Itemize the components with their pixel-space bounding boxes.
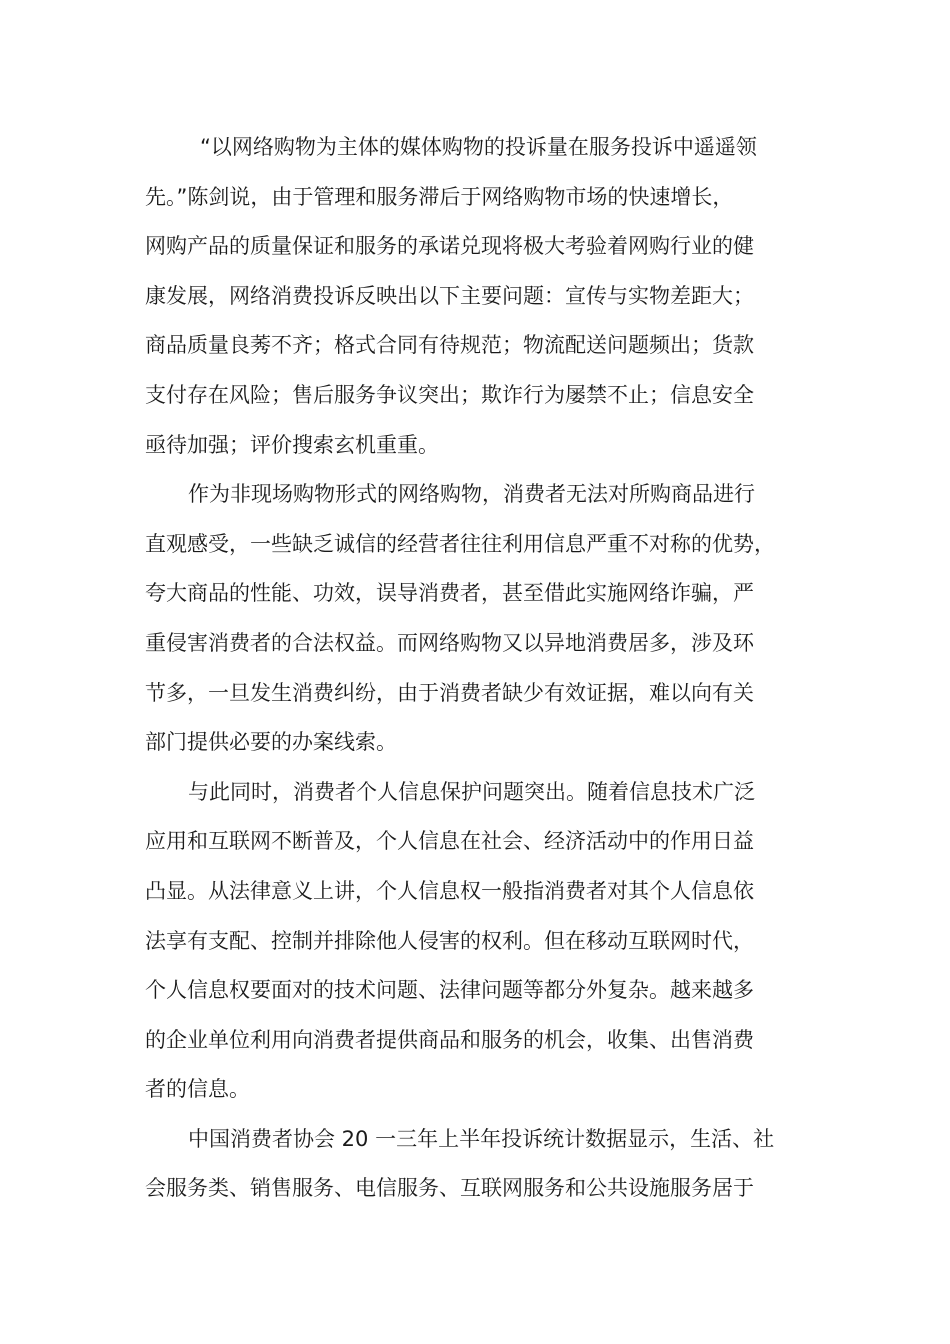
document-body	[145, 123, 810, 1214]
paragraph-1-line-1: “以网络购物为主体的媒体购物的投诉量在服务投诉中遥遥领	[200, 135, 757, 159]
paragraph-3-line-3: 凸显。从法律意义上讲，个人信息权一般指消费者对其个人信息依	[145, 878, 754, 903]
paragraph-3-line-5: 个人信息权要面对的技术问题、法律问题等都分外复杂。越来越多	[145, 978, 754, 1003]
paragraph-2-line-5: 节多，一旦发生消费纠纷，由于消费者缺少有效证据，难以向有关	[145, 680, 754, 705]
paragraph-1-line-3: 网购产品的质量保证和服务的承诺兑现将极大考验着网购行业的健	[145, 234, 754, 259]
paragraph-1-line-4: 康发展，网络消费投诉反映出以下主要问题：宣传与实物差距大；	[145, 283, 754, 308]
paragraph-2-line-4: 重侵害消费者的合法权益。而网络购物又以异地消费居多，涉及环	[145, 630, 754, 655]
paragraph-3-line-2: 应用和互联网不断普及，个人信息在社会、经济活动中的作用日益	[145, 829, 754, 854]
paragraph-2-line-1: 作为非现场购物形式的网络购物，消费者无法对所购商品进行	[188, 482, 755, 507]
paragraph-4-line-1: 中国消费者协会 20 一三年上半年投诉统计数据显示，生活、社	[188, 1126, 775, 1151]
paragraph-4-line-2: 会服务类、销售服务、电信服务、互联网服务和公共设施服务居于	[145, 1176, 754, 1201]
paragraph-3-line-4: 法享有支配、控制并排除他人侵害的权利。但在移动互联网时代，	[145, 928, 754, 953]
paragraph-2-line-6: 部门提供必要的办案线索。	[145, 730, 397, 755]
paragraph-3-line-7: 者的信息。	[145, 1077, 250, 1102]
paragraph-1-line-2: 先。”陈剑说，由于管理和服务滞后于网络购物市场的快速增长，	[145, 184, 734, 209]
paragraph-2-line-2: 直观感受，一些缺乏诚信的经营者往往利用信息严重不对称的优势，	[145, 531, 775, 556]
paragraph-1-line-6: 支付存在风险；售后服务争议突出；欺诈行为屡禁不止；信息安全	[145, 382, 754, 407]
paragraph-3-line-6: 的企业单位利用向消费者提供商品和服务的机会，收集、出售消费	[145, 1027, 754, 1052]
paragraph-3-line-1: 与此同时，消费者个人信息保护问题突出。随着信息技术广泛	[188, 779, 755, 804]
paragraph-1-line-7: 亟待加强；评价搜索玄机重重。	[145, 432, 439, 457]
paragraph-1-line-5: 商品质量良莠不齐；格式合同有待规范；物流配送问题频出；货款	[145, 333, 754, 358]
paragraph-2-line-3: 夸大商品的性能、功效，误导消费者，甚至借此实施网络诈骗，严	[145, 581, 754, 606]
